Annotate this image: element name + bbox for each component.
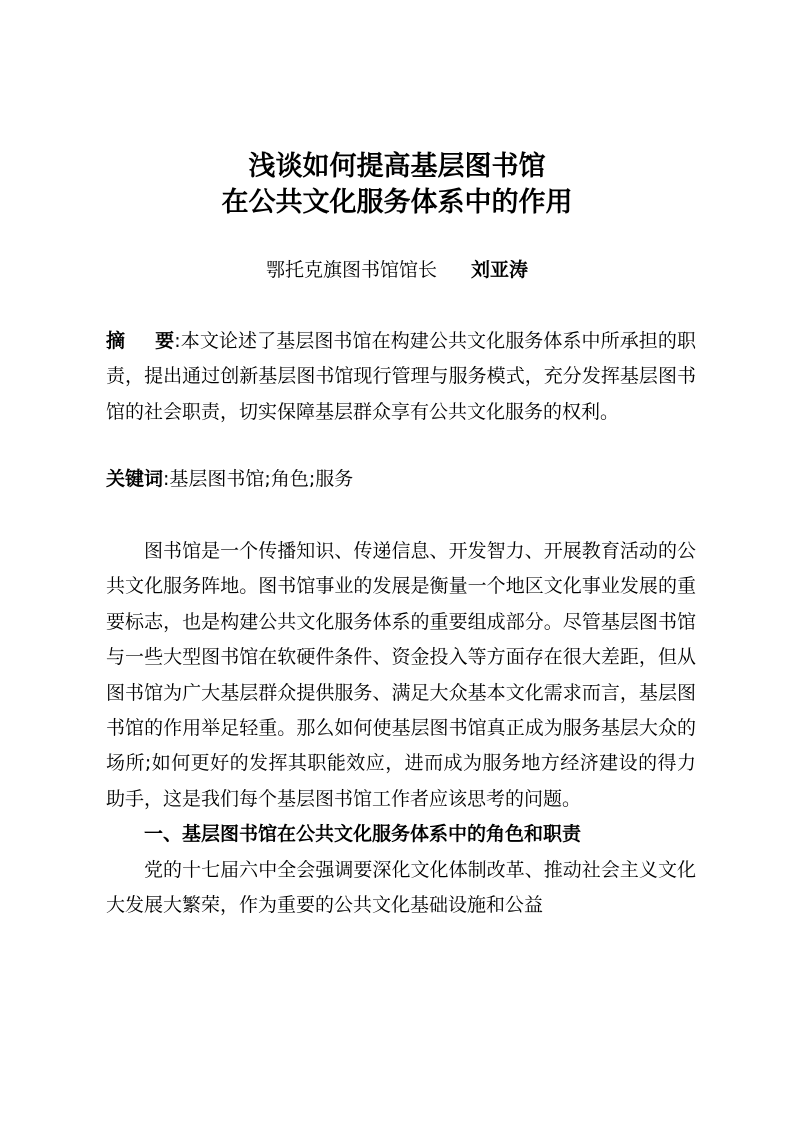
author-name: 刘亚涛: [471, 259, 529, 281]
body-paragraph-1: 图书馆是一个传播知识、传递信息、开发智力、开展教育活动的公共文化服务阵地。图书馆事业的发展是衡量一个地区文化事业发展的重要标志，也是构建公共文化服务体系的重要组成部分。尽管基层图书馆与一些大型图书馆在软硬件条件、资金投入等方面存在很大差距，但从图书馆为广大基层群众提供服务、满足大众基本文化需求而言，基层图书馆的作用举足轻重。那么如何使基层图书馆真正成为服务基层大众的场所;如何更好的发挥其职能效应，进而成为服务地方经济建设的得力助手，这是我们每个基层图书馆工作者应该思考的问题。: [106, 540, 696, 810]
body-text: [106, 534, 696, 923]
author-line: [0, 257, 794, 283]
abstract-label-part1: 摘: [106, 330, 126, 352]
body-paragraph-2: 党的十七届六中全会强调要深化文化体制改革、推动社会主义文化大发展大繁荣，作为重要的公共文化基础设施和公益: [106, 858, 696, 917]
title-line-1: 浅谈如何提高基层图书馆: [248, 151, 546, 182]
keywords-label: 关键词: [106, 468, 164, 490]
abstract-text: :本文论述了基层图书馆在构建公共文化服务体系中所承担的职责，提出通过创新基层图书馆现行管理与服务模式，充分发挥基层图书馆的社会职责，切实保障基层群众享有公共文化服务的权利。: [106, 330, 696, 423]
author-affiliation: 鄂托克旗图书馆馆长: [265, 259, 437, 281]
title-line-2: 在公共文化服务体系中的作用: [221, 187, 573, 218]
keywords-paragraph: [106, 462, 696, 497]
keywords-text: :基层图书馆;角色;服务: [163, 468, 354, 490]
abstract-paragraph: [106, 324, 696, 430]
abstract-label-part2: 要: [155, 330, 175, 352]
section-1-heading: 一、基层图书馆在公共文化服务体系中的角色和职责: [144, 823, 582, 846]
